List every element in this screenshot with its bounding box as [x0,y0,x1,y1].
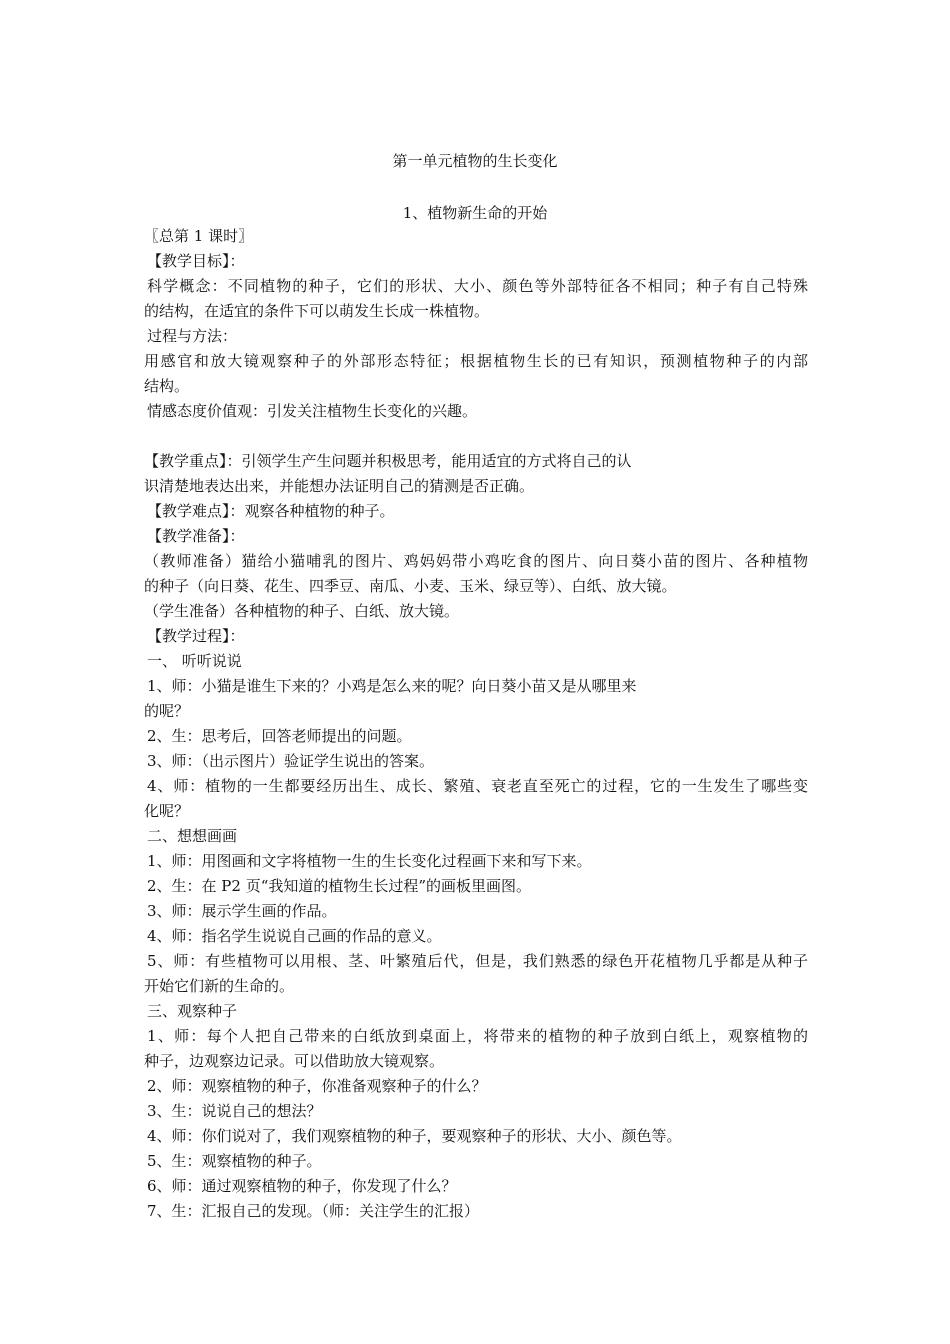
lesson-title: 1、植物新生命的开始 [402,204,548,222]
concept-line-2: 的结构，在适宜的条件下可以萌发生长成一株植物。 [144,302,490,320]
concept-line-1: 科学概念：不同植物的种子，它们的形状、大小、颜色等外部特征各不相同；种子有自己特殊 [147,277,808,295]
key-point-line-1: 【教学重点】：引领学生产生问题并积极思考，能用适宜的方式将自己的认 [144,452,632,470]
teacher-prep-line-1: （教师准备）猫给小猫哺乳的图片、鸡妈妈带小鸡吃食的图片、向日葵小苗的图片、各种植物 [144,552,808,570]
part3-step5: 5、生：观察植物的种子。 [147,1152,322,1170]
teacher-prep-line-2: 的种子（向日葵、花生、四季豆、南瓜、小麦、玉米、绿豆等）、白纸、放大镜。 [144,577,677,595]
part1-step1-line-2: 的呢？ [144,702,190,720]
part1-step2: 2、生：思考后，回答老师提出的问题。 [147,727,412,745]
part3-step6: 6、师：通过观察植物的种子，你发现了什么？ [147,1177,457,1195]
part3-step4: 4、师：你们说对了，我们观察植物的种子，要观察种子的形状、大小、颜色等。 [147,1127,682,1145]
part3-step7: 7、生：汇报自己的发现。（师：关注学生的汇报） [147,1202,480,1220]
part2-step1: 1、师：用图画和文字将植物一生的生长变化过程画下来和写下来。 [147,852,592,870]
part1-step4-line-1: 4、师：植物的一生都要经历出生、成长、繁殖、衰老直至死亡的过程，它的一生发生了哪些变 [147,777,808,795]
goals-heading: 【教学目标】： [147,252,245,270]
part2-step5-line-1: 5、师：有些植物可以用根、茎、叶繁殖后代，但是，我们熟悉的绿色开花植物几乎都是从种子 [147,952,808,970]
preparation-heading: 【教学准备】： [147,527,245,545]
attitude-line: 情感态度价值观：引发关注植物生长变化的兴趣。 [147,402,478,420]
part2-title: 二、想想画画 [147,827,238,845]
teaching-process-heading: 【教学过程】： [147,627,245,645]
part2-step3: 3、师：展示学生画的作品。 [147,902,337,920]
unit-title: 第一单元植物的生长变化 [392,152,558,170]
part2-step5-line-2: 开始它们新的生命的。 [144,977,295,995]
process-method-line-1: 用感官和放大镜观察种子的外部形态特征；根据植物生长的已有知识，预测植物种子的内部 [144,352,808,370]
student-prep-line: （学生准备）各种植物的种子、白纸、放大镜。 [144,602,460,620]
part1-step1-line-1: 1、师：小猫是谁生下来的？小鸡是怎么来的呢？向日葵小苗又是从哪里来 [147,677,637,695]
process-method-line-2: 结构。 [144,377,190,395]
part3-title: 三、观察种子 [147,1002,238,1020]
period-label: 〖总第 1 课时〗 [144,227,254,245]
part3-step1-line-1: 1、师：每个人把自己带来的白纸放到桌面上，将带来的植物的种子放到白纸上，观察植物的 [147,1027,808,1045]
part3-step1-line-2: 种子，边观察边记录。可以借助放大镜观察。 [144,1052,445,1070]
part1-step4-line-2: 化呢？ [144,802,190,820]
part2-step4: 4、师：指名学生说说自己画的作品的意义。 [147,927,442,945]
part1-step3: 3、师：（出示图片）验证学生说出的答案。 [147,752,435,770]
part3-step3: 3、生：说说自己的想法？ [147,1102,322,1120]
difficulty-line: 【教学难点】：观察各种植物的种子。 [147,502,395,520]
key-point-line-2: 识清楚地表达出来，并能想办法证明自己的猜测是否正确。 [144,477,535,495]
part2-step2: 2、生：在 P2 页“我知道的植物生长过程”的画板里画图。 [147,877,532,895]
process-method-heading: 过程与方法： [147,327,238,345]
part3-step2: 2、师：观察植物的种子，你准备观察种子的什么？ [147,1077,487,1095]
part1-title: 一、 听听说说 [147,652,242,670]
